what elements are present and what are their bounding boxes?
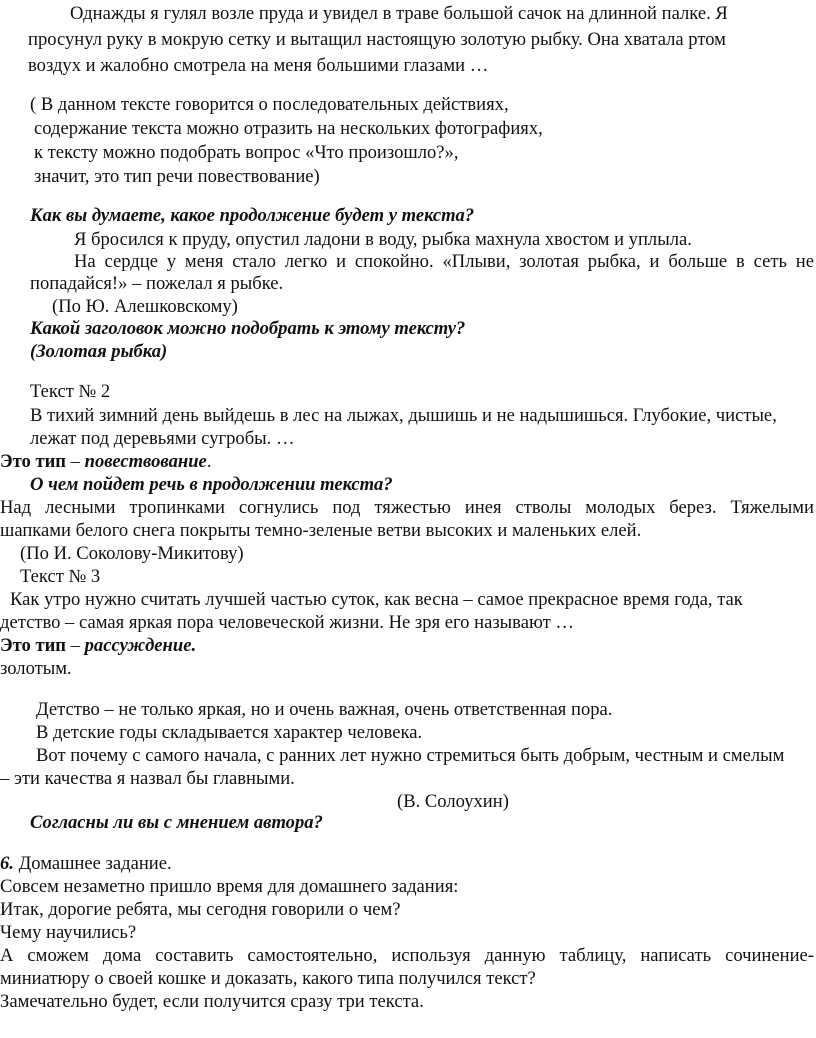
text3-heading: Текст № 3 bbox=[20, 566, 101, 587]
text2-type bbox=[0, 451, 211, 473]
explanation-line-1: ( В данном тексте говорится о последовательных действиях, bbox=[30, 94, 509, 115]
text2-type-dash: – bbox=[66, 451, 85, 472]
homework-line-5: миниатюру о своей кошке и доказать, какого типа получился текст? bbox=[0, 968, 536, 989]
homework-line-6: Замечательно будет, если получится сразу три текста. bbox=[0, 991, 424, 1012]
text3-type bbox=[0, 635, 196, 657]
text2-type-end: . bbox=[206, 451, 212, 472]
text2-type-label: Это тип bbox=[0, 451, 67, 472]
text2-continuation-line-1: Над лесными тропинками согнулись под тяжестью инея стволы молодых берез. Тяжелыми bbox=[0, 497, 814, 518]
story-line-2: просунул руку в мокрую сетку и вытащил настоящую золотую рыбку. Она хватала ртом bbox=[28, 29, 726, 50]
text3-answer: золотым. bbox=[0, 658, 72, 679]
story-line-3: воздух и жалобно смотрела на меня большими глазами … bbox=[28, 55, 489, 76]
answer-title: (Золотая рыбка) bbox=[30, 341, 168, 362]
homework-line-3: Чему научились? bbox=[0, 922, 137, 943]
question-title: Какой заголовок можно подобрать к этому тексту? bbox=[30, 318, 466, 339]
text3-line-1: Как утро нужно считать лучшей частью суток, как весна – самое прекрасное время года, так bbox=[10, 589, 743, 610]
text3-continuation-line-4: – эти качества я назвал бы главными. bbox=[0, 768, 295, 789]
homework-line-1: Совсем незаметно пришло время для домашнего задания: bbox=[0, 876, 459, 897]
homework-title: Домашнее задание. bbox=[13, 853, 172, 874]
text2-line-2: лежат под деревьями сугробы. … bbox=[30, 428, 295, 449]
text3-line-2: детство – самая яркая пора человеческой жизни. Не зря его называют … bbox=[0, 612, 574, 633]
continuation-author: (По Ю. Алешковскому) bbox=[52, 296, 238, 317]
continuation-line-1: Я бросился к пруду, опустил ладони в воду, рыбка махнула хвостом и уплыла. bbox=[74, 229, 692, 250]
text2-question: О чем пойдет речь в продолжении текста? bbox=[30, 474, 393, 495]
text3-type-label: Это тип bbox=[0, 635, 67, 656]
text3-continuation-line-1: Детство – не только яркая, но и очень важная, очень ответственная пора. bbox=[36, 699, 613, 720]
text2-type-value: повествование bbox=[84, 451, 207, 472]
text3-type-dash: – bbox=[66, 635, 85, 656]
homework-line-4: А сможем дома составить самостоятельно, используя данную таблицу, написать сочинение- bbox=[0, 945, 814, 966]
continuation-line-3: попадайся!» – пожелал я рыбке. bbox=[30, 273, 284, 294]
explanation-line-2: содержание текста можно отразить на нескольких фотографиях, bbox=[34, 118, 543, 139]
text2-continuation-line-2: шапками белого снега покрыты темно-зеленые ветви высоких и маленьких елей. bbox=[0, 520, 642, 541]
text3-type-value: рассуждение. bbox=[84, 635, 197, 656]
text3-continuation-line-3: Вот почему с самого начала, с ранних лет нужно стремиться быть добрым, честным и смелым bbox=[36, 745, 785, 766]
homework-number: 6. bbox=[0, 853, 14, 874]
text3-question: Согласны ли вы с мнением автора? bbox=[30, 812, 323, 833]
explanation-line-3: к тексту можно подобрать вопрос «Что произошло?», bbox=[34, 142, 459, 163]
text3-author: (В. Солоухин) bbox=[397, 791, 509, 812]
homework-line-2: Итак, дорогие ребята, мы сегодня говорили о чем? bbox=[0, 899, 401, 920]
explanation-line-4: значит, это тип речи повествование) bbox=[34, 166, 320, 187]
text2-line-1: В тихий зимний день выйдешь в лес на лыжах, дышишь и не надышишься. Глубокие, чистые, bbox=[30, 405, 777, 426]
text2-heading: Текст № 2 bbox=[30, 381, 111, 402]
continuation-line-2: На сердце у меня стало легко и спокойно. «Плыви, золотая рыбка, и больше в сеть не bbox=[74, 251, 814, 272]
question-continuation: Как вы думаете, какое продолжение будет у текста? bbox=[30, 205, 475, 226]
story-line-1: Однажды я гулял возле пруда и увидел в траве большой сачок на длинной палке. Я bbox=[70, 3, 728, 24]
text3-continuation-line-2: В детские годы складывается характер человека. bbox=[36, 722, 423, 743]
homework-heading bbox=[0, 853, 172, 875]
text2-author: (По И. Соколову-Микитову) bbox=[20, 543, 244, 564]
